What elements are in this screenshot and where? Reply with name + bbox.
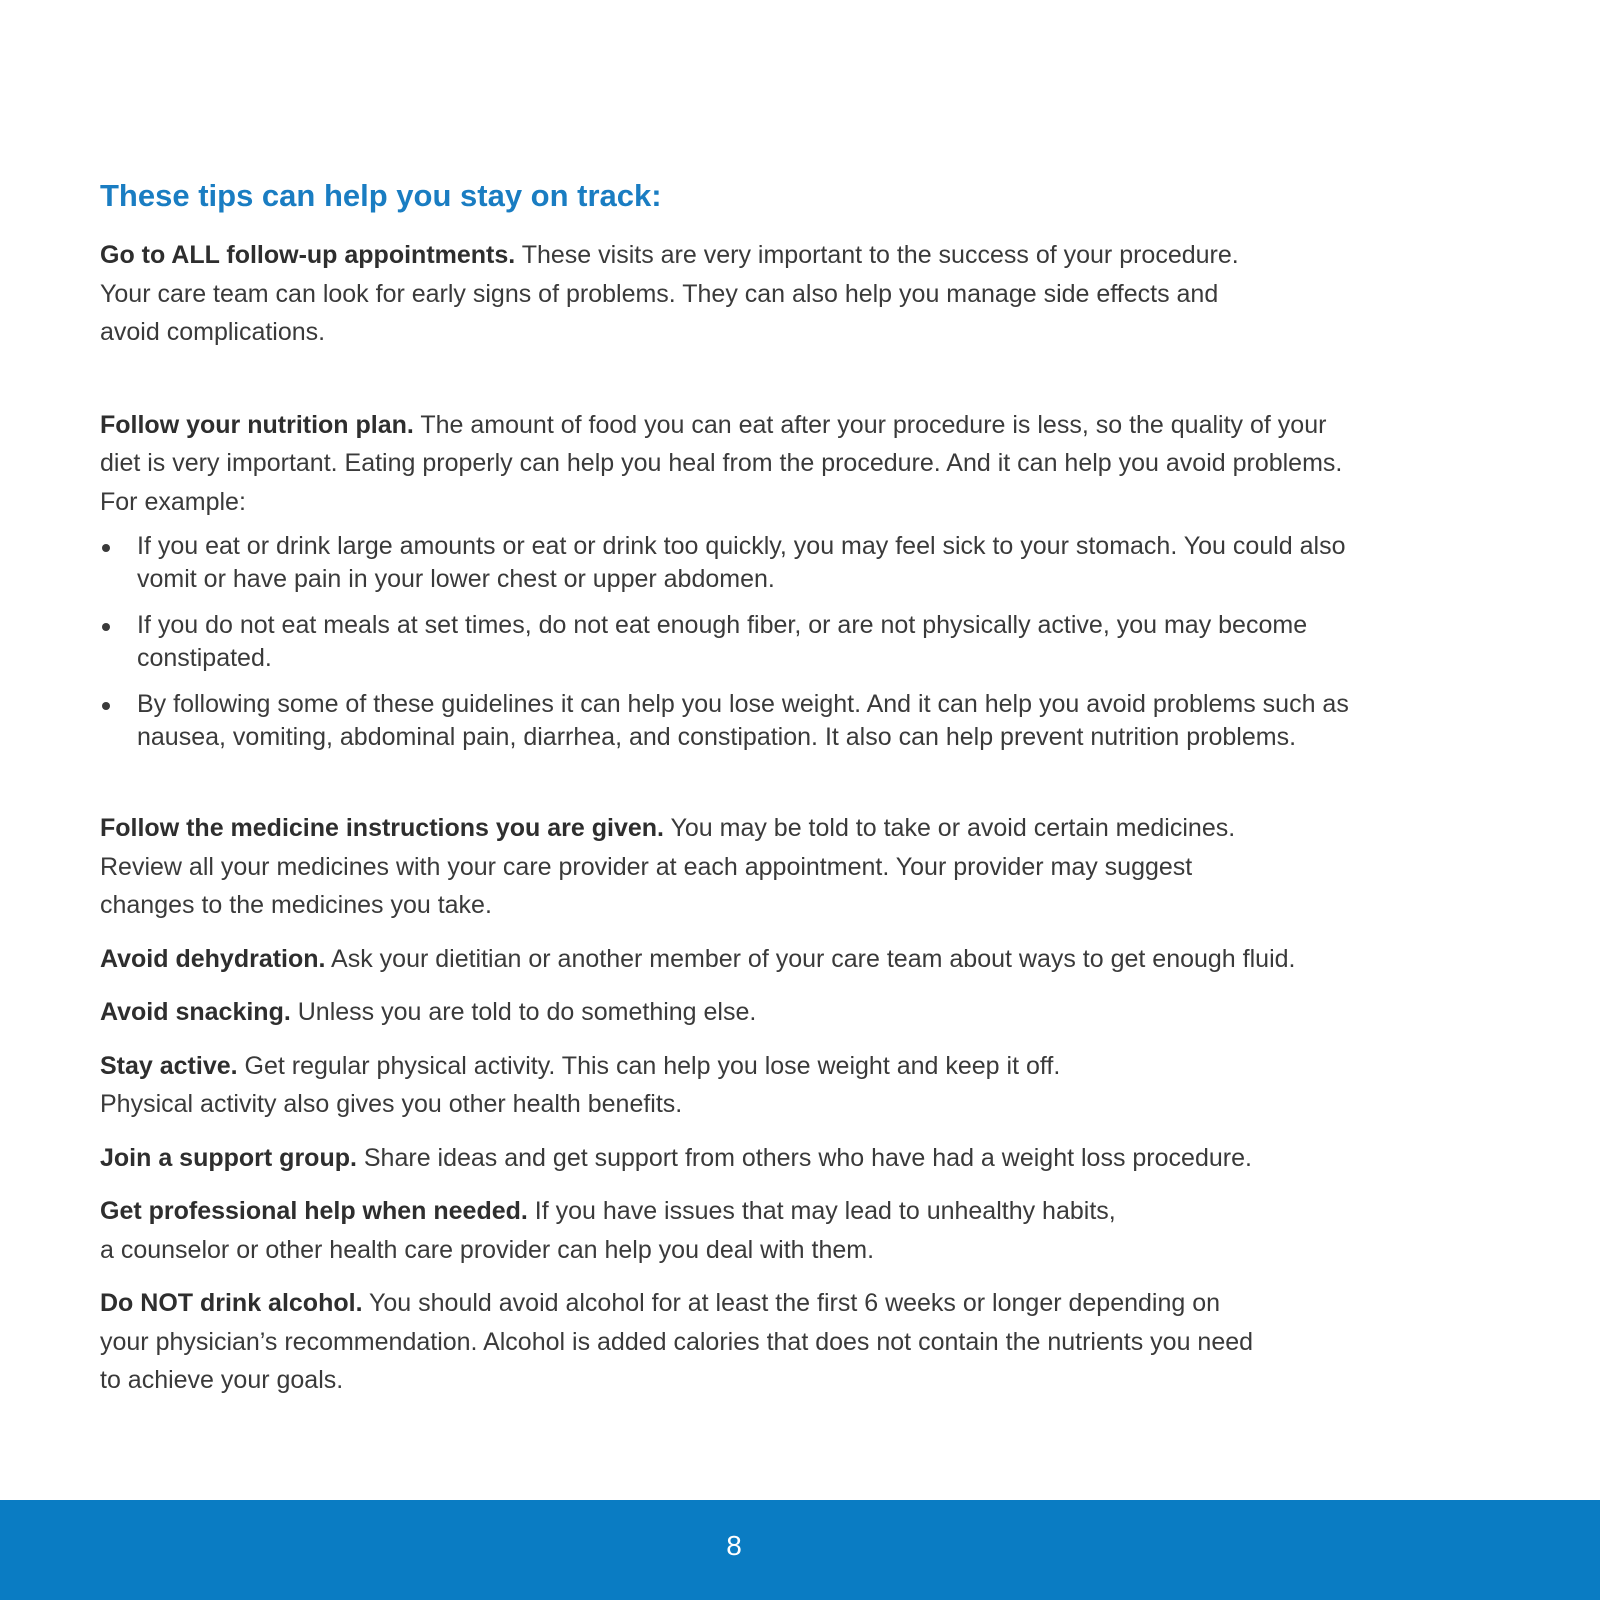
tip-professional bbox=[100, 1192, 1460, 1269]
tip-snacking bbox=[100, 993, 1460, 1032]
nutrition-bullet-list bbox=[100, 530, 1460, 754]
tip-snacking-text: Unless you are told to do something else. bbox=[290, 998, 757, 1026]
tip-snacking-lead: Avoid snacking. bbox=[100, 998, 291, 1026]
tip-nutrition-line: For example: bbox=[100, 487, 246, 516]
tip-support bbox=[100, 1139, 1460, 1178]
tip-dehydration bbox=[100, 940, 1460, 979]
page-heading: These tips can help you stay on track: bbox=[100, 178, 662, 213]
tip-professional-lead: Get professional help when needed. bbox=[100, 1197, 528, 1225]
tip-alcohol-text: You should avoid alcohol for at least the first 6 weeks or longer depending on bbox=[362, 1289, 1221, 1317]
page-content bbox=[100, 174, 1460, 1400]
spacer bbox=[100, 1177, 1460, 1192]
list-item-line: If you eat or drink large amounts or eat or drink too quickly, you may feel sick to your stomach. You could also bbox=[137, 532, 1346, 560]
tip-medicine-line: changes to the medicines you take. bbox=[100, 891, 492, 919]
list-item-line: If you do not eat meals at set times, do not eat enough fiber, or are not physically active, you may become bbox=[137, 611, 1308, 639]
tip-active-line: Physical activity also gives you other health benefits. bbox=[100, 1090, 683, 1118]
list-item bbox=[100, 688, 1460, 754]
spacer bbox=[100, 1032, 1460, 1047]
tip-active-lead: Stay active. bbox=[100, 1051, 238, 1080]
spacer bbox=[100, 1269, 1460, 1284]
list-item-line: vomit or have pain in your lower chest or upper abdomen. bbox=[137, 565, 775, 593]
list-item-line: By following some of these guidelines it can help you lose weight. And it can help you avoid problems such as bbox=[137, 690, 1349, 718]
list-item-line: constipated. bbox=[137, 644, 272, 672]
spacer bbox=[100, 978, 1460, 993]
list-item-line: nausea, vomiting, abdominal pain, diarrhea, and constipation. It also can help prevent nutrition problems. bbox=[137, 723, 1297, 751]
tip-appointments-lead: Go to ALL follow-up appointments. bbox=[100, 241, 516, 269]
tip-medicine-text: You may be told to take or avoid certain medicines. bbox=[664, 814, 1236, 842]
tip-dehydration-lead: Avoid dehydration. bbox=[100, 944, 326, 973]
tip-nutrition-text: The amount of food you can eat after your procedure is less, so the quality of your bbox=[413, 410, 1327, 439]
tip-support-lead: Join a support group. bbox=[100, 1143, 357, 1172]
tip-nutrition-line: diet is very important. Eating properly can help you heal from the procedure. And it can help you avoid problems. bbox=[100, 449, 1343, 477]
tip-nutrition bbox=[100, 406, 1460, 522]
tip-appointments-text: These visits are very important to the success of your procedure. bbox=[515, 241, 1239, 269]
tip-professional-line: a counselor or other health care provider can help you deal with them. bbox=[100, 1235, 875, 1264]
tip-alcohol bbox=[100, 1284, 1460, 1400]
tip-appointments-line: Your care team can look for early signs of problems. They can also help you manage side effects and bbox=[100, 279, 1219, 308]
footer-bar bbox=[0, 1500, 1600, 1600]
bullet-icon bbox=[102, 702, 110, 710]
list-item bbox=[100, 609, 1460, 675]
tip-active bbox=[100, 1047, 1460, 1124]
bullet-icon bbox=[102, 623, 110, 631]
tip-active-text: Get regular physical activity. This can help you lose weight and keep it off. bbox=[237, 1051, 1061, 1080]
tip-alcohol-lead: Do NOT drink alcohol. bbox=[100, 1289, 363, 1317]
list-item bbox=[100, 530, 1460, 596]
spacer bbox=[100, 352, 1460, 406]
tip-alcohol-line: to achieve your goals. bbox=[100, 1366, 344, 1394]
tip-medicine-line: Review all your medicines with your care provider at each appointment. Your provider may suggest bbox=[100, 852, 1193, 881]
tip-support-text: Share ideas and get support from others who have had a weight loss procedure. bbox=[356, 1143, 1252, 1172]
tip-nutrition-lead: Follow your nutrition plan. bbox=[100, 410, 414, 439]
tip-medicine-lead: Follow the medicine instructions you are given. bbox=[100, 814, 664, 842]
tip-professional-text: If you have issues that may lead to unhealthy habits, bbox=[527, 1197, 1116, 1225]
spacer bbox=[100, 1124, 1460, 1139]
page-number: 8 bbox=[726, 1530, 742, 1561]
tip-medicine bbox=[100, 809, 1460, 925]
bullet-icon bbox=[102, 544, 110, 552]
spacer bbox=[100, 767, 1460, 809]
spacer bbox=[100, 925, 1460, 940]
tip-appointments-line: avoid complications. bbox=[100, 318, 326, 346]
tip-dehydration-text: Ask your dietitian or another member of your care team about ways to get enough fluid. bbox=[325, 944, 1296, 973]
tip-appointments bbox=[100, 236, 1460, 352]
tip-alcohol-line: your physician’s recommendation. Alcohol is added calories that does not contain the nutrients you need bbox=[100, 1327, 1254, 1356]
